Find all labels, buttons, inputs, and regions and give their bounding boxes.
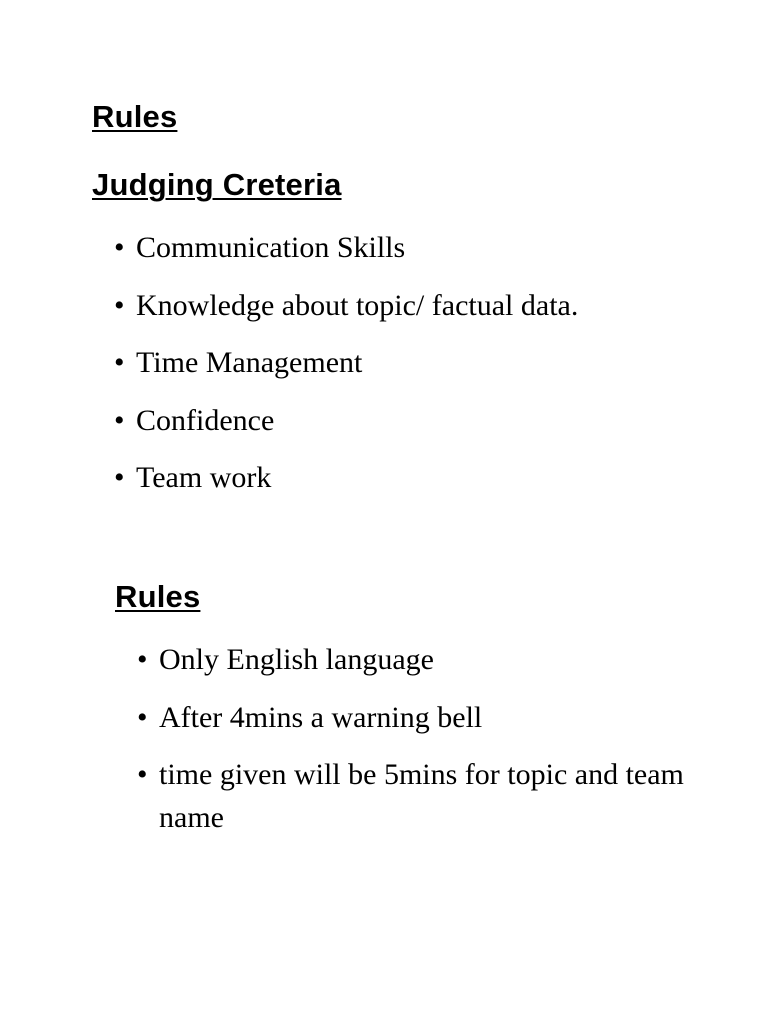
criteria-item-text: Knowledge about topic/ factual data. — [136, 288, 579, 322]
list-item — [114, 399, 734, 442]
list-item — [114, 456, 734, 499]
list-item — [114, 284, 734, 327]
rule-item-text: After 4mins a warning bell — [159, 700, 483, 734]
rule-item-text: Only English language — [159, 643, 434, 676]
list-item — [114, 341, 734, 384]
rules-list — [137, 638, 742, 854]
bullet-icon: • — [137, 643, 148, 676]
criteria-item-text: Confidence — [136, 403, 275, 437]
rule-item-text: time given will be 5mins for topic and team name — [159, 758, 684, 834]
page-title: Rules — [92, 99, 178, 134]
list-item — [137, 696, 742, 739]
criteria-item-text: Communication Skills — [136, 231, 406, 264]
bullet-icon: • — [114, 403, 125, 437]
list-item — [114, 226, 734, 269]
judging-criteria-heading: Judging Creteria — [92, 167, 342, 202]
rules-heading: Rules — [115, 579, 201, 614]
list-item — [137, 638, 742, 681]
bullet-icon: • — [114, 346, 125, 379]
list-item — [137, 753, 742, 839]
criteria-item-text: Time Management — [136, 346, 363, 379]
criteria-item-text: Team work — [136, 461, 272, 494]
bullet-icon: • — [114, 461, 125, 494]
bullet-icon: • — [114, 288, 125, 322]
bullet-icon: • — [137, 758, 148, 791]
bullet-icon: • — [137, 700, 148, 734]
bullet-icon: • — [114, 231, 125, 264]
judging-criteria-list — [114, 226, 734, 514]
